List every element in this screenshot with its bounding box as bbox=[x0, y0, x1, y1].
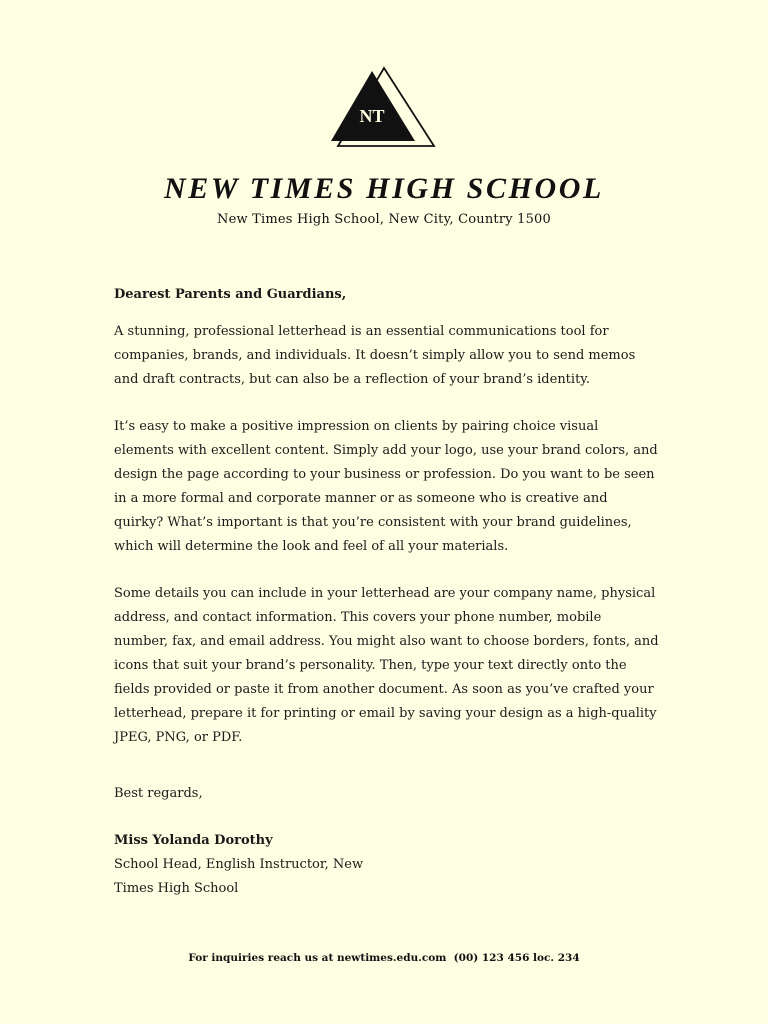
letter-paragraph-2: It’s easy to make a positive impression on clients by pairing choice visual elements with excellent content. Simply add your logo, use your brand colors, and design the page according to your business or profession. Do you want to be seen in a more formal and corporate manner or as someone who is creative and quirky? What’s important is that you’re consistent with your brand guidelines, which will determine the look and feel of all your materials. bbox=[114, 419, 658, 554]
signer-name: Miss Yolanda Dorothy bbox=[114, 833, 273, 849]
logo-initials: NT bbox=[359, 106, 385, 126]
school-name-heading: NEW TIMES HIGH SCHOOL bbox=[164, 172, 604, 205]
letter-body bbox=[114, 283, 659, 901]
signer-title: School Head, English Instructor, New Times High School bbox=[114, 857, 364, 897]
letter-closing: Best regards, bbox=[114, 786, 203, 802]
contact-footer: For inquiries reach us at newtimes.edu.com (00) 123 456 loc. 234 bbox=[188, 952, 580, 964]
school-address: New Times High School, New City, Country 1500 bbox=[217, 212, 551, 227]
triangle-logo-icon bbox=[330, 66, 436, 150]
letter-paragraph-1: A stunning, professional letterhead is an essential communications tool for companies, brands, and individuals. It doesn’t simply allow you to send memos and draft contracts, but can also be a reflection of your brand’s identity. bbox=[114, 323, 636, 387]
letter-paragraph-3: Some details you can include in your letterhead are your company name, physical address, and contact information. This covers your phone number, mobile number, fax, and email address. You might also want to choose borders, fonts, and icons that suit your brand’s personality. Then, type your text directly onto the fields provided or paste it from another document. As soon as you’ve crafted your letterhead, prepare it for printing or email by saving your design as a high-quality JPEG, PNG, or PDF. bbox=[114, 586, 659, 745]
letter-salutation: Dearest Parents and Guardians, bbox=[114, 287, 347, 302]
